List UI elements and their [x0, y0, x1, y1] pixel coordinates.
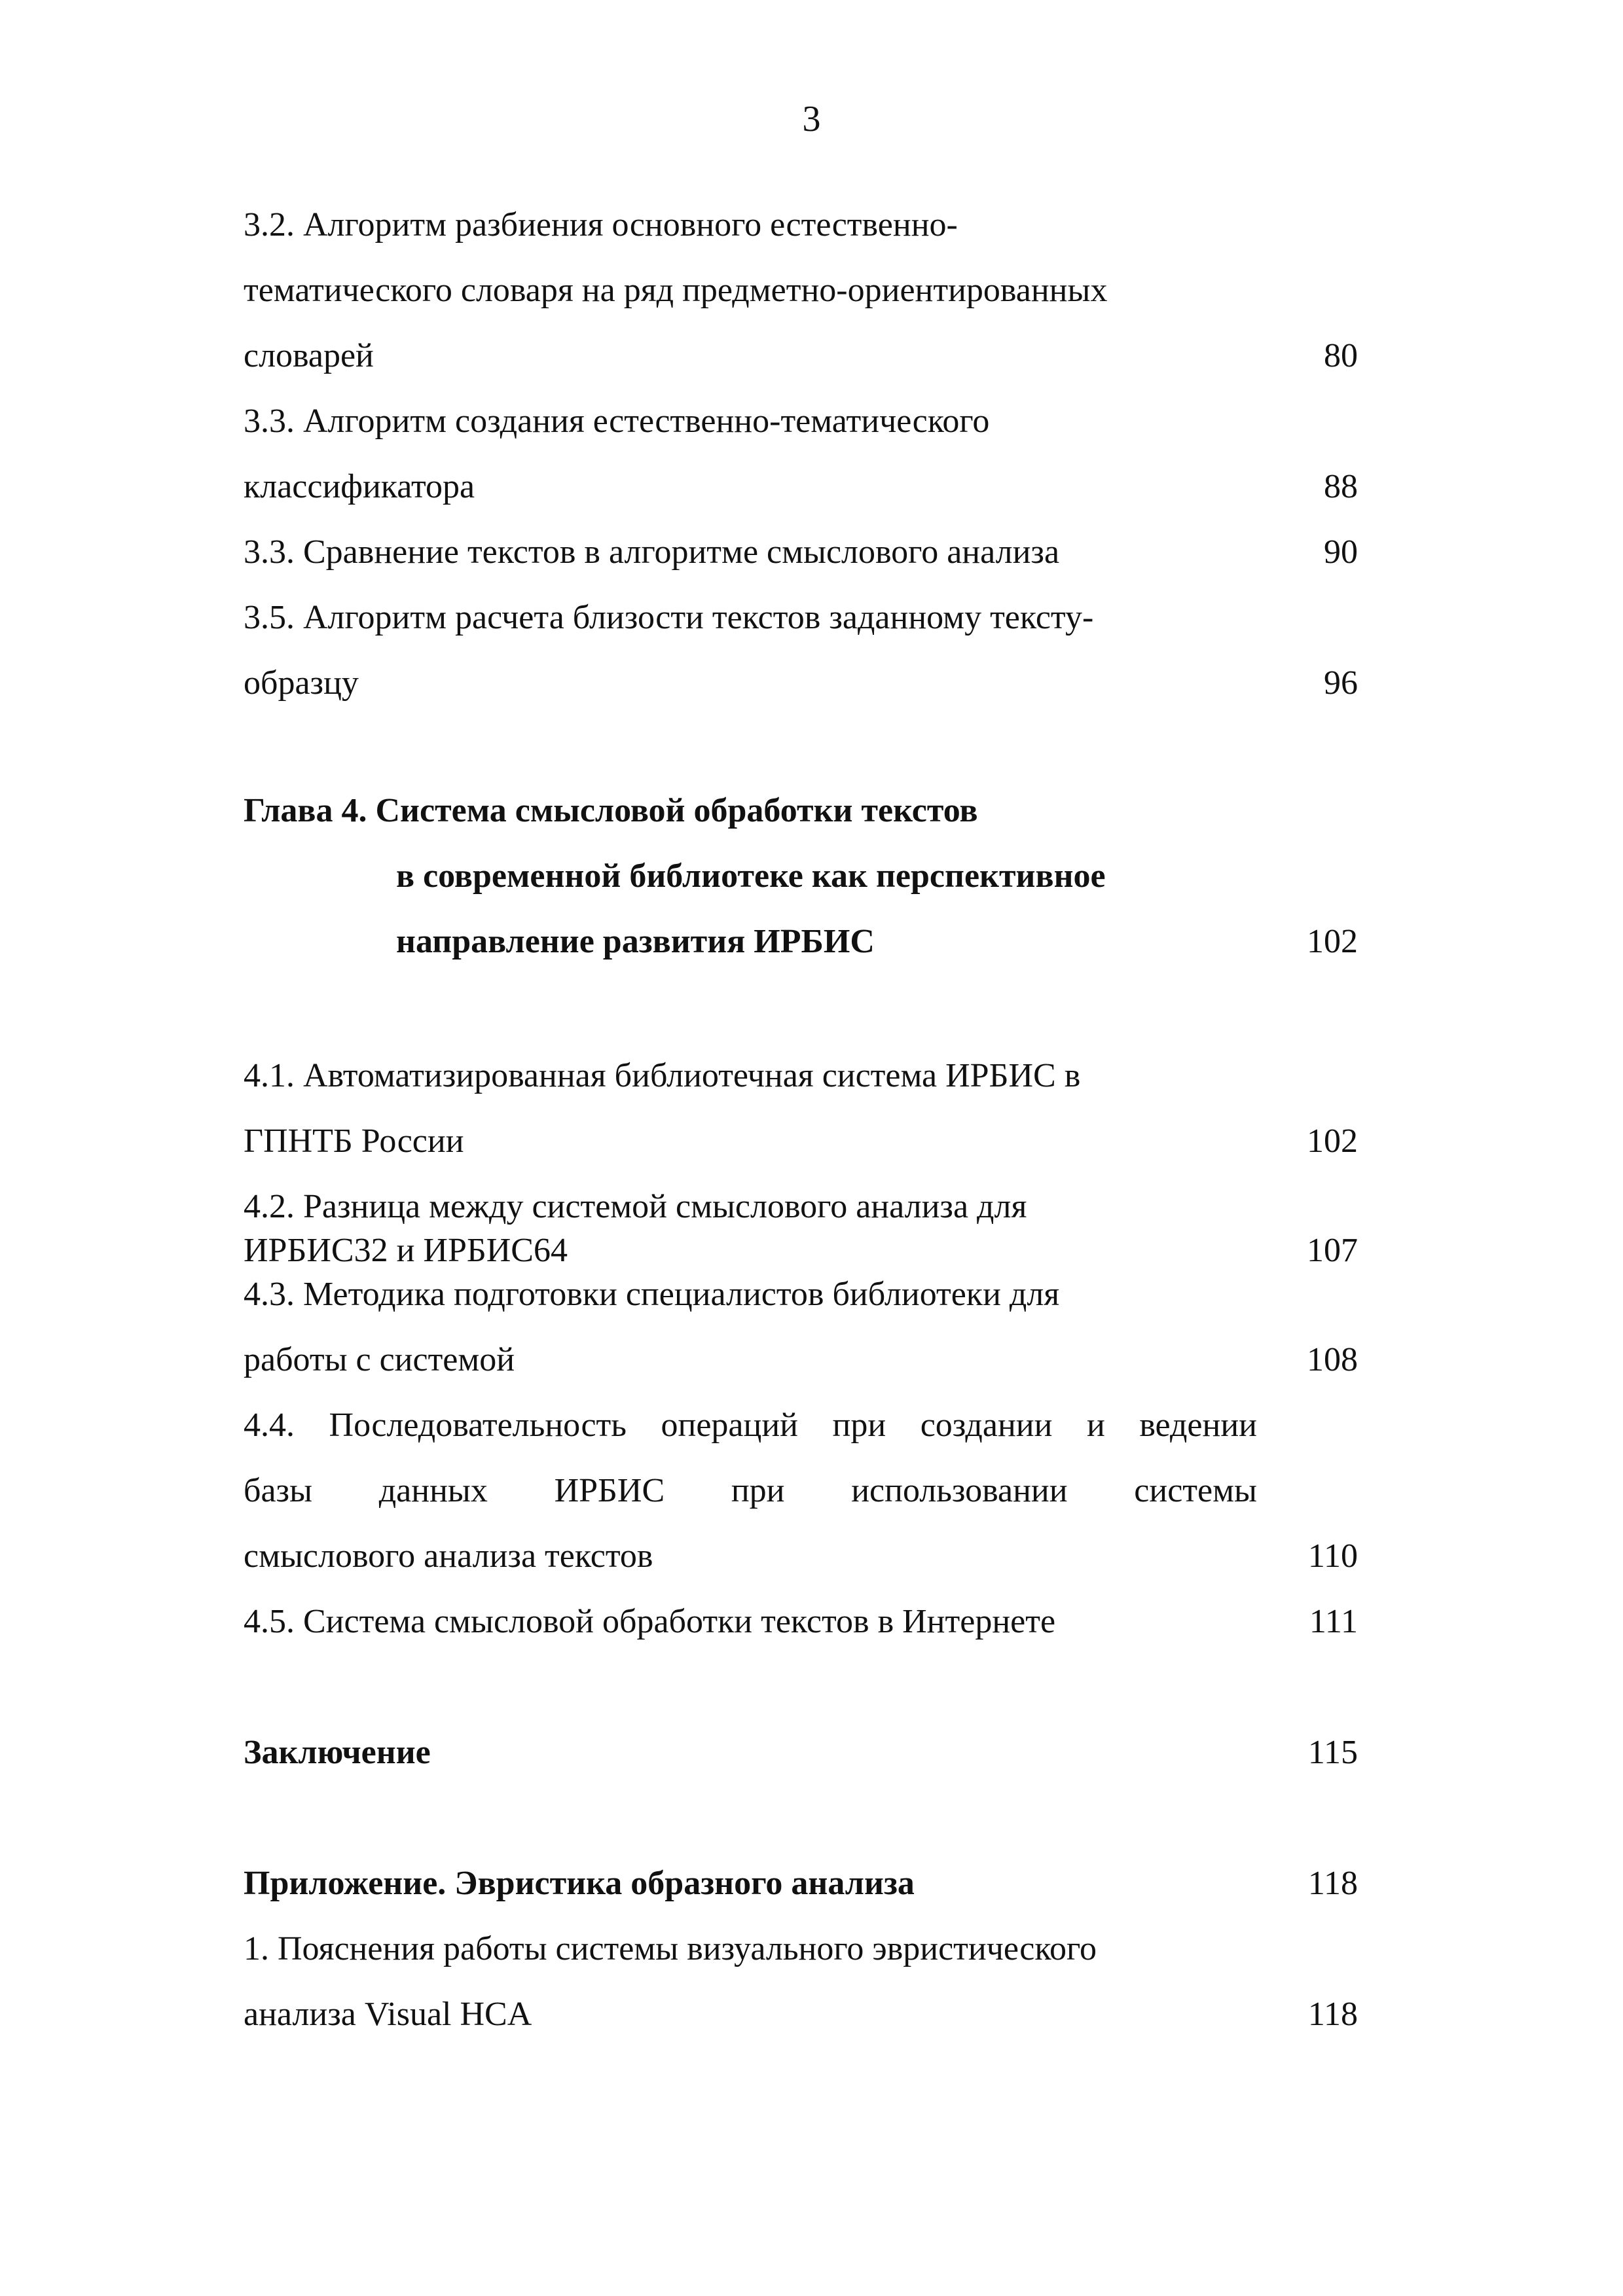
toc-entry-a1-line-1: 1. Пояснения работы системы визуального эвристического	[244, 1930, 1097, 1967]
chapter-4-page: 102	[1307, 923, 1358, 960]
toc-entry-a1-line-2: анализа Visual HCA	[244, 1996, 532, 2033]
toc-entry-3-2-line-3: словарей	[244, 337, 374, 374]
toc-entry-4-3-line-1: 4.3. Методика подготовки специалистов библиотеки для	[244, 1276, 1060, 1313]
toc-entry-4-3-line-2: работы с системой	[244, 1341, 515, 1378]
toc-entry-3-5-page: 96	[1324, 664, 1358, 702]
appendix-page: 118	[1307, 1865, 1358, 1902]
toc-word: 4.4.	[244, 1407, 295, 1444]
toc-entry-3-2-line-1: 3.2. Алгоритм разбиения основного естественно-	[244, 206, 958, 243]
toc-word: данных	[378, 1472, 488, 1509]
toc-word: операций	[661, 1407, 798, 1444]
toc-word: и	[1086, 1407, 1105, 1444]
toc-entry-3-2-line-2: тематического словаря на ряд предметно-ориентированных	[244, 272, 1108, 309]
toc-entry-4-2-line-1: 4.2. Разница между системой смыслового анализа для	[244, 1188, 1027, 1225]
conclusion-title: Заключение	[244, 1734, 431, 1771]
toc-entry-4-3-page: 108	[1307, 1341, 1358, 1378]
toc-entry-3-5-line-2: образцу	[244, 664, 359, 702]
toc-entry-4-1-line-2: ГПНТБ России	[244, 1122, 464, 1160]
toc-entry-3-3a-page: 88	[1324, 468, 1358, 505]
toc-entry-4-4-line-3: смыслового анализа текстов	[244, 1537, 653, 1575]
toc-word: при	[832, 1407, 886, 1444]
toc-entry-4-4-page: 110	[1307, 1537, 1358, 1575]
toc-word: создании	[920, 1407, 1053, 1444]
chapter-4-title-line-3: направление развития ИРБИС	[396, 923, 875, 960]
toc-word: ведении	[1139, 1407, 1257, 1444]
toc-word: системы	[1134, 1472, 1257, 1509]
toc-word: базы	[244, 1472, 313, 1509]
toc-entry-3-2-page: 80	[1324, 337, 1358, 374]
chapter-4-title-line-1: Глава 4. Система смысловой обработки текстов	[244, 792, 978, 829]
toc-word: при	[731, 1472, 785, 1509]
toc-entry-4-2-page: 107	[1307, 1232, 1358, 1269]
chapter-4-title-line-2: в современной библиотеке как перспективное	[396, 857, 1106, 895]
toc-word: использовании	[851, 1472, 1068, 1509]
appendix-title: Приложение. Эвристика образного анализа	[244, 1865, 915, 1902]
toc-entry-4-2-line-2: ИРБИС32 и ИРБИС64	[244, 1232, 568, 1269]
toc-entry-4-4-line-2	[244, 1474, 1257, 1508]
toc-entry-4-5-line-1: 4.5. Система смысловой обработки текстов в Интернете	[244, 1603, 1056, 1640]
toc-entry-3-3a-line-2: классификатора	[244, 468, 475, 505]
toc-entry-4-5-page: 111	[1309, 1603, 1358, 1640]
toc-entry-3-5-line-1: 3.5. Алгоритм расчета близости текстов заданному тексту-	[244, 599, 1094, 636]
toc-word: Последовательность	[329, 1407, 627, 1444]
conclusion-page: 115	[1307, 1734, 1358, 1771]
toc-entry-a1-page: 118	[1307, 1996, 1358, 2033]
toc-entry-3-3a-line-1: 3.3. Алгоритм создания естественно-тематического	[244, 403, 990, 440]
page-number: 3	[802, 99, 821, 139]
toc-word: ИРБИС	[554, 1472, 665, 1509]
toc-entry-4-1-page: 102	[1307, 1122, 1358, 1160]
toc-entry-4-1-line-1: 4.1. Автоматизированная библиотечная система ИРБИС в	[244, 1057, 1081, 1094]
toc-entry-3-3b-page: 90	[1324, 533, 1358, 571]
toc-entry-4-4-line-1	[244, 1408, 1257, 1443]
toc-entry-3-3b-line-1: 3.3. Сравнение текстов в алгоритме смыслового анализа	[244, 533, 1060, 571]
